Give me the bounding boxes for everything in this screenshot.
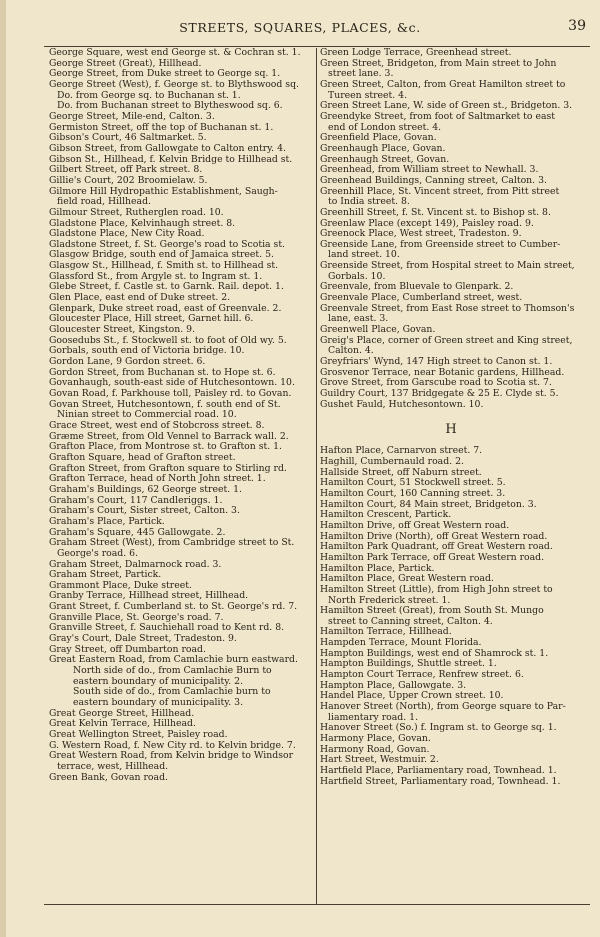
- directory-entry: Gladstone Place, New City Road.: [49, 228, 205, 240]
- directory-entry: Greenhill Place, St. Vincent street, from Pitt street: [320, 185, 560, 197]
- left-column: [49, 48, 311, 783]
- directory-entry: Graham's Square, 445 Gallowgate. 2.: [49, 526, 226, 538]
- directory-entry: Hamilton Terrace, Hillhead.: [320, 626, 452, 638]
- directory-entry: street to Canning street, Calton. 4.: [328, 615, 493, 627]
- directory-entry: Handel Place, Upper Crown street. 10.: [320, 690, 504, 702]
- directory-entry: Grafton Terrace, head of North John street. 1.: [49, 473, 266, 485]
- directory-entry: Graham's Buildings, 62 George street. 1.: [49, 483, 242, 495]
- directory-entry: Greyfriars' Wynd, 147 High street to Canon st. 1.: [320, 356, 553, 368]
- directory-entry: South side of do., from Camlachie burn to: [73, 686, 271, 698]
- directory-entry: Greenhill Street, f. St. Vincent st. to Bishop st. 8.: [320, 206, 551, 218]
- directory-entry: Hallside Street, off Naburn street.: [320, 466, 482, 478]
- directory-entry: Gordon Street, from Buchanan st. to Hope st. 6.: [49, 366, 276, 378]
- directory-entry: Hamilton Street (Little), from High John street to: [320, 583, 553, 595]
- directory-entry: end of London street. 4.: [328, 121, 442, 133]
- directory-entry: Greenvale, from Bluevale to Glenpark. 2.: [320, 281, 514, 293]
- directory-entry: eastern boundary of municipality. 2.: [73, 675, 244, 687]
- directory-entry: terrace, west, Hillhead.: [57, 760, 169, 772]
- directory-entry: Gladstone Place, Kelvinhaugh street. 8.: [49, 217, 236, 229]
- right-column: [320, 48, 582, 787]
- directory-entry: Gibson Street, from Gallowgate to Calton entry. 4.: [49, 142, 286, 154]
- directory-entry: Gray Street, off Dumbarton road.: [49, 643, 206, 655]
- directory-entry: Grove Street, from Garscube road to Scotia st. 7.: [320, 377, 552, 389]
- directory-entry: Harmony Road, Govan.: [320, 743, 430, 755]
- directory-entry: Græme Street, from Old Vennel to Barrack wall. 2.: [49, 430, 289, 442]
- directory-entry: Gilmore Hill Hydropathic Establishment, Saugh-: [49, 185, 278, 197]
- directory-entry: Germiston Street, off the top of Buchanan st. 1.: [49, 121, 274, 133]
- directory-entry: Glasgow Bridge, south end of Jamaica street. 5.: [49, 249, 274, 261]
- directory-entry: Gorbals, south end of Victoria bridge. 10.: [49, 345, 245, 357]
- directory-entry: Hartfield Street, Parliamentary road, Townhead. 1.: [320, 775, 561, 787]
- directory-entry: Hamilton Drive (North), off Great Western road.: [320, 530, 548, 542]
- directory-entry: Greenfield Place, Govan.: [320, 132, 437, 144]
- directory-entry: Ninian street to Commercial road. 10.: [57, 409, 237, 421]
- directory-entry: Grafton Place, from Montrose st. to Grafton st. 1.: [49, 441, 283, 453]
- directory-entry: Hanover Street (North), from George square to Par-: [320, 701, 566, 713]
- directory-entry: Graham's Place, Partick.: [49, 515, 165, 527]
- directory-entry: land street. 10.: [328, 249, 400, 261]
- directory-entry: Greenhaugh Place, Govan.: [320, 142, 446, 154]
- directory-entry: Hampton Buildings, west end of Shamrock st. 1.: [320, 647, 549, 659]
- directory-entry: Great Wellington Street, Paisley road.: [49, 729, 228, 740]
- directory-entry: Govan Street, Hutchesontown, f. south end of St.: [49, 398, 281, 410]
- directory-entry: Greenvale Place, Cumberland street, west.: [320, 292, 523, 304]
- directory-entry: Greig's Place, corner of Green street and King street,: [320, 334, 573, 346]
- directory-entry: G. Western Road, f. New City rd. to Kelvin bridge. 7.: [49, 739, 296, 751]
- directory-entry: Gladstone Street, f. St. George's road to Scotia st.: [49, 238, 286, 250]
- directory-entry: Hafton Place, Carnarvon street. 7.: [320, 445, 483, 457]
- directory-entry: Green Street, Bridgeton, from Main street to John: [320, 57, 557, 69]
- directory-entry: Grafton Square, head of Grafton street.: [49, 451, 236, 463]
- directory-entry: Govanhaugh, south-east side of Hutchesontown. 10.: [49, 377, 295, 389]
- directory-entry: North Frederick street. 1.: [328, 594, 451, 606]
- directory-entry: Hampden Terrace, Mount Florida.: [320, 637, 482, 649]
- directory-entry: Gilbert Street, off Park street. 8.: [49, 164, 203, 176]
- directory-entry: Glen Place, east end of Duke street. 2.: [49, 292, 231, 304]
- directory-entry: Gorbals. 10.: [328, 270, 386, 282]
- directory-entry: Grafton Street, from Grafton square to Stirling rd.: [49, 462, 287, 474]
- directory-entry: Grace Street, west end of Stobcross street. 8.: [49, 419, 265, 431]
- right-column-h-entries: [320, 446, 582, 787]
- directory-entry: Graham's Court, Sister street, Calton. 3.: [49, 505, 240, 517]
- directory-entry: Hart Street, Westmuir. 2.: [320, 754, 439, 766]
- directory-entry: Greenhead, from William street to Newhall. 3.: [320, 164, 539, 176]
- directory-entry: Hamilton Park Quadrant, off Great Western road.: [320, 541, 553, 553]
- directory-entry: George Street, Mile-end, Calton. 3.: [49, 110, 215, 122]
- directory-entry: Gibson St., Hillhead, f. Kelvin Bridge to Hillhead st.: [49, 153, 293, 165]
- directory-entry: Graham Street, Dalmarnock road. 3.: [49, 558, 222, 570]
- directory-entry: George Street (West), f. George st. to Blythswood sq.: [49, 78, 299, 90]
- directory-entry: Glasgow St., Hillhead, f. Smith st. to Hillhead st.: [49, 260, 279, 272]
- directory-entry: Hamilton Court, 160 Canning street. 3.: [320, 487, 506, 499]
- directory-entry: George Street (Great), Hillhead.: [49, 57, 202, 69]
- directory-entry: Green Lodge Terrace, Greenhead street.: [320, 47, 512, 58]
- directory-entry: Grosvenor Terrace, near Botanic gardens, Hillhead.: [320, 366, 565, 378]
- directory-entry: Hamilton Street (Great), from South St. Mungo: [320, 605, 544, 617]
- directory-entry: to India street. 8.: [328, 196, 410, 208]
- directory-entry: Gloucester Place, Hill street, Garnet hill. 6.: [49, 313, 254, 325]
- directory-entry: Greendyke Street, from foot of Saltmarket to east: [320, 110, 556, 122]
- right-column-g-entries: [320, 48, 582, 410]
- directory-entry: Harmony Place, Govan.: [320, 733, 431, 745]
- directory-entry: Greenside Street, from Hospital street to Main street,: [320, 260, 575, 272]
- directory-entry: eastern boundary of municipality. 3.: [73, 697, 244, 709]
- directory-entry: Do. from Buchanan street to Blytheswood sq. 6.: [57, 100, 283, 112]
- directory-entry: Granville Place, St. George's road. 7.: [49, 611, 224, 623]
- directory-entry: Gordon Lane, 9 Gordon street. 6.: [49, 356, 206, 368]
- running-title: STREETS, SQUARES, PLACES, &c.: [179, 20, 421, 35]
- directory-entry: liamentary road. 1.: [328, 711, 419, 723]
- directory-entry: George's road. 6.: [57, 547, 139, 559]
- directory-entry: Gray's Court, Dale Street, Tradeston. 9.: [49, 633, 237, 645]
- directory-entry: Glenpark, Duke street road, east of Greenvale. 2.: [49, 302, 282, 314]
- directory-entry: Greenvale Street, from East Rose street to Thomson's: [320, 302, 575, 314]
- directory-entry: Great George Street, Hillhead.: [49, 707, 195, 719]
- directory-entry: Hamilton Court, 84 Main street, Bridgeton. 3.: [320, 498, 537, 510]
- directory-entry: Green Bank, Govan road.: [49, 771, 168, 783]
- directory-entry: Hamilton Place, Partick.: [320, 562, 435, 574]
- directory-entry: Granville Street, f. Sauchiehall road to Kent rd. 8.: [49, 622, 285, 634]
- directory-entry: Calton. 4.: [328, 345, 374, 357]
- directory-entry: Greenock Place, West street, Tradeston. 9.: [320, 228, 522, 240]
- page-number: 39: [568, 18, 586, 34]
- directory-entry: Graham Street, Partick.: [49, 569, 162, 581]
- directory-entry: Greenhead Buildings, Canning street, Calton. 3.: [320, 174, 547, 186]
- directory-entry: Tureen street. 4.: [328, 89, 408, 101]
- directory-entry: Govan Road, f. Parkhouse toll, Paisley rd. to Govan.: [49, 388, 292, 399]
- directory-entry: lane, east. 3.: [328, 313, 389, 325]
- directory-entry: Do. from George sq. to Buchanan st. 1.: [57, 89, 241, 101]
- directory-entry: Hamilton Place, Great Western road.: [320, 573, 494, 585]
- directory-entry: Hanover Street (So.) f. Ingram st. to George sq. 1.: [320, 722, 557, 734]
- directory-entry: Greenhaugh Street, Govan.: [320, 153, 450, 165]
- directory-entry: Greenlaw Place (except 149), Paisley road. 9.: [320, 217, 534, 229]
- directory-entry: Graham Street (West), from Cambridge street to St.: [49, 537, 295, 549]
- directory-entry: Hartfield Place, Parliamentary road, Townhead. 1.: [320, 765, 557, 776]
- directory-entry: Granby Terrace, Hillhead street, Hillhead.: [49, 590, 249, 602]
- directory-entry: Gloucester Street, Kingston. 9.: [49, 324, 196, 336]
- directory-entry: Greenwell Place, Govan.: [320, 324, 436, 336]
- directory-entry: Great Western Road, from Kelvin bridge to Windsor: [49, 750, 294, 762]
- directory-entry: Green Street Lane, W. side of Green st., Bridgeton. 3.: [320, 100, 573, 112]
- directory-entry: North side of do., from Camlachie Burn to: [73, 665, 272, 677]
- directory-entry: Glebe Street, f. Castle st. to Garnk. Rail. depot. 1.: [49, 281, 284, 293]
- directory-entry: Hampton Buildings, Shuttle street. 1.: [320, 658, 497, 670]
- directory-entry: Gilmour Street, Rutherglen road. 10.: [49, 206, 224, 218]
- directory-entry: Hamilton Park Terrace, off Great Western road.: [320, 551, 545, 563]
- directory-entry: Hamilton Drive, off Great Western road.: [320, 519, 510, 531]
- directory-entry: Hamilton Crescent, Partick.: [320, 509, 452, 521]
- page-binding-edge: [0, 0, 6, 937]
- directory-entry: Hampton Place, Gallowgate. 3.: [320, 679, 467, 691]
- directory-entry: Gillie's Court, 202 Broomielaw. 5.: [49, 174, 208, 186]
- directory-entry: field road, Hillhead.: [57, 196, 151, 208]
- directory-entry: Glassford St., from Argyle st. to Ingram st. 1.: [49, 270, 263, 282]
- directory-entry: George Street, from Duke street to George sq. 1.: [49, 68, 281, 80]
- directory-entry: Hampton Court Terrace, Renfrew street. 6.: [320, 669, 524, 681]
- column-divider: [316, 48, 317, 904]
- directory-entry: Green Street, Calton, from Great Hamilton street to: [320, 78, 566, 90]
- directory-entry: Gibson's Court, 46 Saltmarket. 5.: [49, 132, 207, 144]
- directory-entry: Great Kelvin Terrace, Hillhead.: [49, 718, 196, 730]
- page-header: [0, 20, 600, 40]
- directory-entry: Haghill, Cumbernauld road. 2.: [320, 455, 464, 467]
- directory-entry: Graham's Court, 117 Candleriggs. 1.: [49, 494, 223, 506]
- directory-entry: Guildry Court, 137 Bridgegate & 25 E. Clyde st. 5.: [320, 388, 559, 399]
- directory-entry: Hamilton Court, 51 Stockwell street. 5.: [320, 477, 506, 489]
- footer-rule: [44, 904, 590, 905]
- directory-entry: Grant Street, f. Cumberland st. to St. George's rd. 7.: [49, 601, 298, 613]
- directory-entry: Greenside Lane, from Greenside street to Cumber-: [320, 238, 561, 250]
- directory-entry: street lane. 3.: [328, 68, 394, 80]
- directory-entry: Goosedubs St., f. Stockwell st. to foot of Old wy. 5.: [49, 334, 287, 346]
- directory-entry: George Square, west end George st. & Cochran st. 1.: [49, 47, 301, 58]
- directory-entry: Gushet Fauld, Hutchesontown. 10.: [320, 398, 484, 410]
- directory-entry: Grammont Place, Duke street.: [49, 579, 192, 591]
- section-letter-heading: H: [445, 422, 457, 438]
- directory-entry: Great Eastern Road, from Camlachie burn eastward.: [49, 654, 298, 666]
